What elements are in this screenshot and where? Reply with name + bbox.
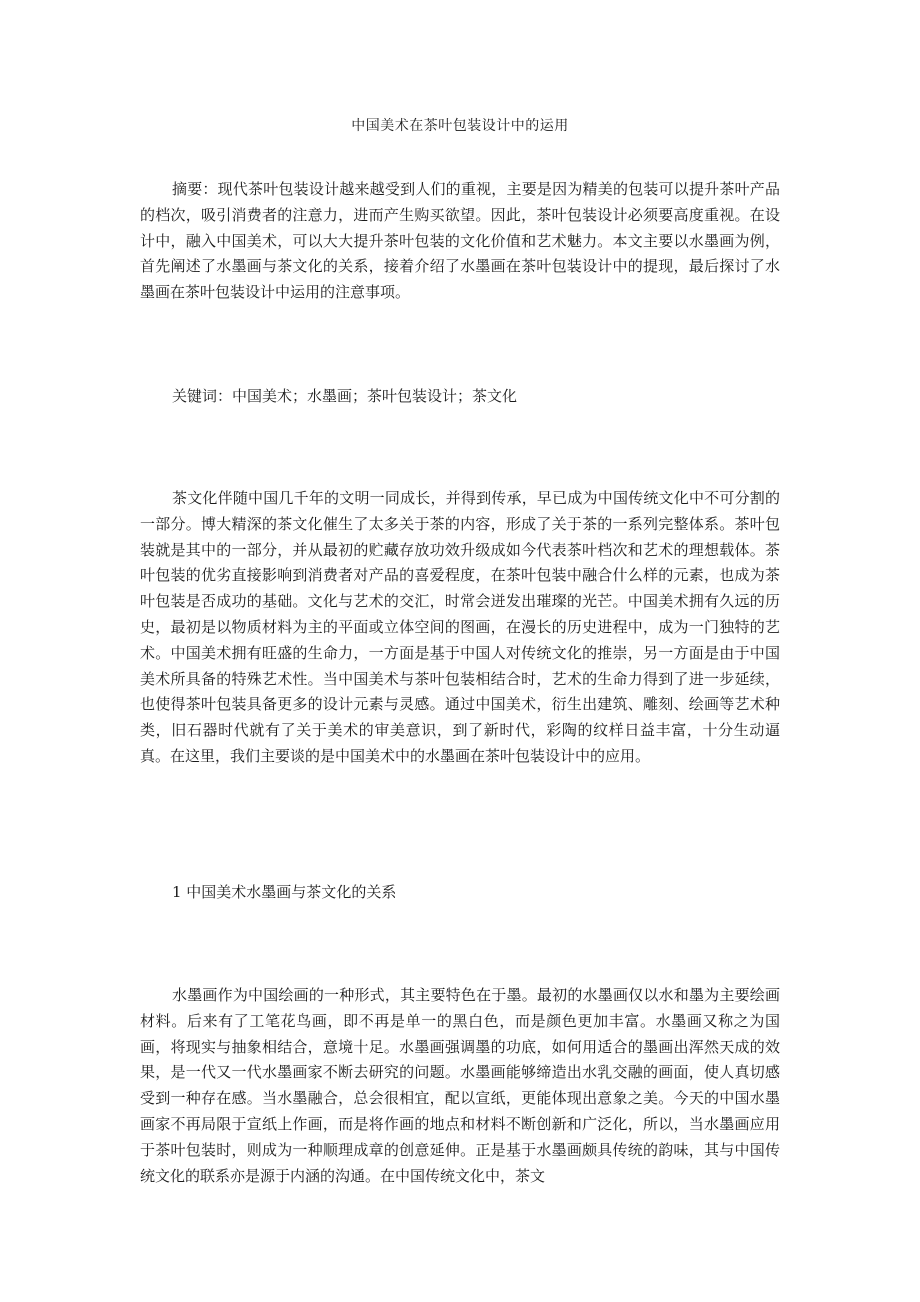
section-1-heading: 1 中国美术水墨画与茶文化的关系 bbox=[172, 883, 397, 901]
document-title: 中国美术在茶叶包装设计中的运用 bbox=[351, 118, 569, 134]
abstract-paragraph: 摘要：现代茶叶包装设计越来越受到人们的重视，主要是因为精美的包装可以提升茶叶产品的档次，吸引消费者的注意力，进而产生购买欲望。因此，茶叶包装设计必须要高度重视。在设计中，融入中国美术，可以大大提升茶叶包装的文化价值和艺术魅力。本文主要以水墨画为例，首先阐述了水墨画与茶文化的关系，接着介绍了水墨画在茶叶包装设计中的提现，最后探讨了水墨画在茶叶包装设计中运用的注意事项。 bbox=[140, 180, 780, 302]
section-1-paragraph: 水墨画作为中国绘画的一种形式，其主要特色在于墨。最初的水墨画仅以水和墨为主要绘画材料。后来有了工笔花鸟画，即不再是单一的黑白色，而是颜色更加丰富。水墨画又称之为国画，将现实与抽象相结合，意境十足。水墨画强调墨的功底，如何用适合的墨画出浑然天成的效果，是一代又一代水墨画家不断去研究的问题。水墨画能够缔造出水乳交融的画面，使人真切感受到一种存在感。当水墨融合，总会很相宜，配以宣纸，更能体现出意象之美。今天的中国水墨画家不再局限于宣纸上作画，而是将作画的地点和材料不断创新和广泛化，所以，当水墨画应用于茶叶包装时，则成为一种顺理成章的创意延伸。正是基于水墨画颇具传统的韵味，其与中国传统文化的联系亦是源于内涵的沟通。在中国传统文化中，茶文 bbox=[140, 986, 780, 1185]
intro-paragraph: 茶文化伴随中国几千年的文明一同成长，并得到传承，早已成为中国传统文化中不可分割的一部分。博大精深的茶文化催生了太多关于茶的内容，形成了关于茶的一系列完整体系。茶叶包装就是其中的一部分，并从最初的贮藏存放功效升级成如今代表茶叶档次和艺术的理想载体。茶叶包装的优劣直接影响到消费者对产品的喜爱程度，在茶叶包装中融合什么样的元素，也成为茶叶包装是否成功的基础。文化与艺术的交汇，时常会迸发出璀璨的光芒。中国美术拥有久远的历史，最初是以物质材料为主的平面或立体空间的图画，在漫长的历史进程中，成为一门独特的艺术。中国美术拥有旺盛的生命力，一方面是基于中国人对传统文化的推崇，另一方面是由于中国美术所具备的特殊艺术性。当中国美术与茶叶包装相结合时，艺术的生命力得到了进一步延续，也使得茶叶包装具备更多的设计元素与灵感。通过中国美术，衍生出建筑、雕刻、绘画等艺术种类，旧石器时代就有了关于美术的审美意识，到了新时代，彩陶的纹样日益丰富，十分生动逼真。在这里，我们主要谈的是中国美术中的水墨画在茶叶包装设计中的应用。 bbox=[140, 489, 780, 765]
keywords-line: 关键词：中国美术；水墨画；茶叶包装设计；茶文化 bbox=[172, 387, 518, 405]
